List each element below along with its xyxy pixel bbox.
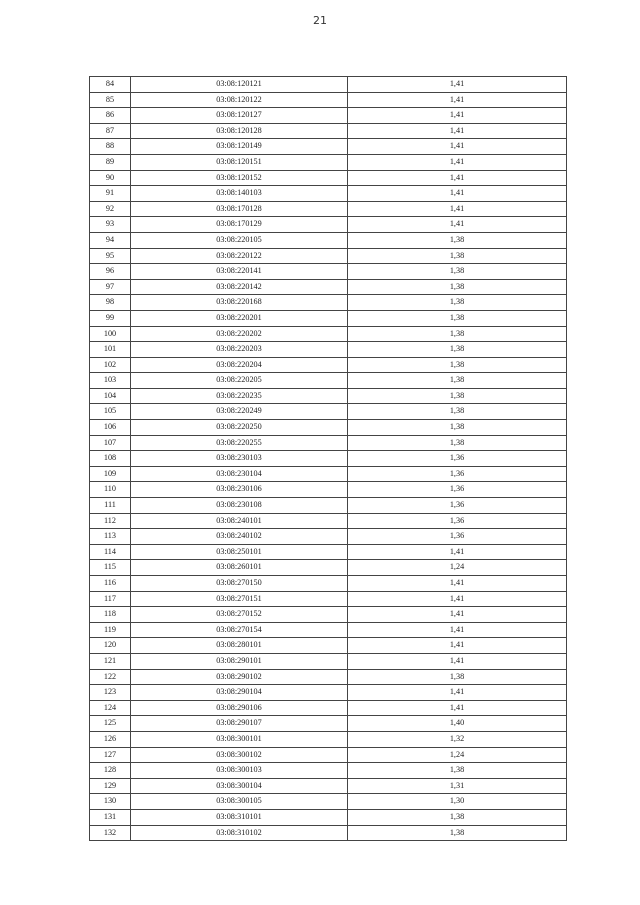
- table-row: [90, 248, 567, 264]
- row-number-cell: 96: [90, 264, 131, 280]
- table-row: [90, 513, 567, 529]
- value-cell: 1,38: [348, 435, 567, 451]
- value-cell: 1,41: [348, 217, 567, 233]
- row-number-cell: 86: [90, 108, 131, 124]
- row-number-cell: 128: [90, 763, 131, 779]
- code-cell: 03:08:280101: [131, 638, 348, 654]
- row-number-cell: 97: [90, 279, 131, 295]
- table-row: [90, 544, 567, 560]
- value-cell: 1,36: [348, 529, 567, 545]
- value-cell: 1,30: [348, 794, 567, 810]
- row-number-cell: 102: [90, 357, 131, 373]
- code-cell: 03:08:220122: [131, 248, 348, 264]
- code-cell: 03:08:270152: [131, 607, 348, 623]
- code-cell: 03:08:220250: [131, 420, 348, 436]
- code-cell: 03:08:270151: [131, 591, 348, 607]
- value-cell: 1,41: [348, 576, 567, 592]
- row-number-cell: 122: [90, 669, 131, 685]
- page-number: 21: [313, 14, 327, 27]
- row-number-cell: 119: [90, 622, 131, 638]
- table-row: [90, 108, 567, 124]
- code-cell: 03:08:310101: [131, 809, 348, 825]
- row-number-cell: 105: [90, 404, 131, 420]
- code-cell: 03:08:220203: [131, 342, 348, 358]
- table-row: [90, 404, 567, 420]
- code-cell: 03:08:300104: [131, 778, 348, 794]
- table-row: [90, 92, 567, 108]
- value-cell: 1,41: [348, 77, 567, 93]
- row-number-cell: 125: [90, 716, 131, 732]
- value-cell: 1,41: [348, 544, 567, 560]
- row-number-cell: 99: [90, 310, 131, 326]
- table-row: [90, 529, 567, 545]
- code-cell: 03:08:220255: [131, 435, 348, 451]
- table-row: [90, 591, 567, 607]
- row-number-cell: 127: [90, 747, 131, 763]
- table-row: [90, 451, 567, 467]
- code-cell: 03:08:170129: [131, 217, 348, 233]
- row-number-cell: 111: [90, 498, 131, 514]
- code-cell: 03:08:230106: [131, 482, 348, 498]
- table-row: [90, 232, 567, 248]
- code-cell: 03:08:220141: [131, 264, 348, 280]
- table-row: [90, 170, 567, 186]
- table-row: [90, 342, 567, 358]
- value-cell: 1,38: [348, 342, 567, 358]
- code-cell: 03:08:270154: [131, 622, 348, 638]
- code-cell: 03:08:170128: [131, 201, 348, 217]
- table-row: [90, 747, 567, 763]
- row-number-cell: 98: [90, 295, 131, 311]
- code-cell: 03:08:260101: [131, 560, 348, 576]
- value-cell: 1,41: [348, 108, 567, 124]
- table-row: [90, 794, 567, 810]
- table-row: [90, 279, 567, 295]
- code-cell: 03:08:300102: [131, 747, 348, 763]
- value-cell: 1,38: [348, 825, 567, 841]
- code-cell: 03:08:250101: [131, 544, 348, 560]
- value-cell: 1,41: [348, 186, 567, 202]
- row-number-cell: 88: [90, 139, 131, 155]
- table-row: [90, 716, 567, 732]
- table-row: [90, 435, 567, 451]
- value-cell: 1,41: [348, 92, 567, 108]
- table-row: [90, 326, 567, 342]
- value-cell: 1,41: [348, 154, 567, 170]
- value-cell: 1,31: [348, 778, 567, 794]
- row-number-cell: 104: [90, 388, 131, 404]
- row-number-cell: 115: [90, 560, 131, 576]
- value-cell: 1,41: [348, 201, 567, 217]
- code-cell: 03:08:240101: [131, 513, 348, 529]
- value-cell: 1,41: [348, 170, 567, 186]
- value-cell: 1,38: [348, 279, 567, 295]
- value-cell: 1,41: [348, 622, 567, 638]
- row-number-cell: 87: [90, 123, 131, 139]
- row-number-cell: 100: [90, 326, 131, 342]
- value-cell: 1,24: [348, 560, 567, 576]
- table-row: [90, 778, 567, 794]
- code-cell: 03:08:120127: [131, 108, 348, 124]
- table-row: [90, 357, 567, 373]
- code-cell: 03:08:290104: [131, 685, 348, 701]
- value-cell: 1,38: [348, 809, 567, 825]
- code-cell: 03:08:290101: [131, 653, 348, 669]
- table-row: [90, 373, 567, 389]
- code-cell: 03:08:290107: [131, 716, 348, 732]
- row-number-cell: 123: [90, 685, 131, 701]
- row-number-cell: 113: [90, 529, 131, 545]
- value-cell: 1,41: [348, 591, 567, 607]
- table-row: [90, 560, 567, 576]
- row-number-cell: 85: [90, 92, 131, 108]
- data-table: [89, 76, 567, 841]
- code-cell: 03:08:120151: [131, 154, 348, 170]
- code-cell: 03:08:270150: [131, 576, 348, 592]
- row-number-cell: 106: [90, 420, 131, 436]
- value-cell: 1,38: [348, 763, 567, 779]
- table-row: [90, 685, 567, 701]
- code-cell: 03:08:300101: [131, 731, 348, 747]
- code-cell: 03:08:310102: [131, 825, 348, 841]
- value-cell: 1,41: [348, 638, 567, 654]
- row-number-cell: 131: [90, 809, 131, 825]
- row-number-cell: 126: [90, 731, 131, 747]
- table-row: [90, 498, 567, 514]
- code-cell: 03:08:220249: [131, 404, 348, 420]
- code-cell: 03:08:240102: [131, 529, 348, 545]
- table-row: [90, 295, 567, 311]
- table-row: [90, 825, 567, 841]
- code-cell: 03:08:220205: [131, 373, 348, 389]
- table-row: [90, 731, 567, 747]
- row-number-cell: 109: [90, 466, 131, 482]
- row-number-cell: 101: [90, 342, 131, 358]
- table-row: [90, 763, 567, 779]
- table-row: [90, 264, 567, 280]
- table-row: [90, 607, 567, 623]
- row-number-cell: 95: [90, 248, 131, 264]
- table-row: [90, 186, 567, 202]
- code-cell: 03:08:120149: [131, 139, 348, 155]
- row-number-cell: 94: [90, 232, 131, 248]
- value-cell: 1,38: [348, 264, 567, 280]
- value-cell: 1,36: [348, 482, 567, 498]
- code-cell: 03:08:300105: [131, 794, 348, 810]
- value-cell: 1,38: [348, 373, 567, 389]
- table-row: [90, 139, 567, 155]
- table-row: [90, 77, 567, 93]
- table-row: [90, 809, 567, 825]
- row-number-cell: 121: [90, 653, 131, 669]
- row-number-cell: 118: [90, 607, 131, 623]
- table-row: [90, 123, 567, 139]
- value-cell: 1,38: [348, 295, 567, 311]
- row-number-cell: 107: [90, 435, 131, 451]
- code-cell: 03:08:220201: [131, 310, 348, 326]
- code-cell: 03:08:300103: [131, 763, 348, 779]
- row-number-cell: 89: [90, 154, 131, 170]
- code-cell: 03:08:120128: [131, 123, 348, 139]
- value-cell: 1,38: [348, 248, 567, 264]
- row-number-cell: 120: [90, 638, 131, 654]
- table-row: [90, 420, 567, 436]
- row-number-cell: 91: [90, 186, 131, 202]
- value-cell: 1,41: [348, 139, 567, 155]
- value-cell: 1,40: [348, 716, 567, 732]
- code-cell: 03:08:230104: [131, 466, 348, 482]
- row-number-cell: 112: [90, 513, 131, 529]
- code-cell: 03:08:140103: [131, 186, 348, 202]
- code-cell: 03:08:290106: [131, 700, 348, 716]
- table-row: [90, 622, 567, 638]
- row-number-cell: 110: [90, 482, 131, 498]
- row-number-cell: 129: [90, 778, 131, 794]
- code-cell: 03:08:220202: [131, 326, 348, 342]
- code-cell: 03:08:220105: [131, 232, 348, 248]
- code-cell: 03:08:230108: [131, 498, 348, 514]
- row-number-cell: 132: [90, 825, 131, 841]
- table-row: [90, 482, 567, 498]
- table-row: [90, 201, 567, 217]
- value-cell: 1,36: [348, 498, 567, 514]
- value-cell: 1,24: [348, 747, 567, 763]
- row-number-cell: 93: [90, 217, 131, 233]
- value-cell: 1,41: [348, 123, 567, 139]
- row-number-cell: 124: [90, 700, 131, 716]
- value-cell: 1,36: [348, 451, 567, 467]
- row-number-cell: 116: [90, 576, 131, 592]
- code-cell: 03:08:120122: [131, 92, 348, 108]
- table-row: [90, 310, 567, 326]
- code-cell: 03:08:220235: [131, 388, 348, 404]
- code-cell: 03:08:220168: [131, 295, 348, 311]
- row-number-cell: 84: [90, 77, 131, 93]
- code-cell: 03:08:220142: [131, 279, 348, 295]
- code-cell: 03:08:220204: [131, 357, 348, 373]
- table-row: [90, 154, 567, 170]
- row-number-cell: 108: [90, 451, 131, 467]
- value-cell: 1,36: [348, 513, 567, 529]
- row-number-cell: 117: [90, 591, 131, 607]
- value-cell: 1,41: [348, 653, 567, 669]
- table-row: [90, 388, 567, 404]
- row-number-cell: 92: [90, 201, 131, 217]
- row-number-cell: 130: [90, 794, 131, 810]
- table-row: [90, 217, 567, 233]
- value-cell: 1,41: [348, 700, 567, 716]
- row-number-cell: 103: [90, 373, 131, 389]
- row-number-cell: 90: [90, 170, 131, 186]
- value-cell: 1,36: [348, 466, 567, 482]
- value-cell: 1,38: [348, 420, 567, 436]
- code-cell: 03:08:230103: [131, 451, 348, 467]
- value-cell: 1,38: [348, 404, 567, 420]
- value-cell: 1,38: [348, 326, 567, 342]
- value-cell: 1,38: [348, 232, 567, 248]
- table-row: [90, 466, 567, 482]
- value-cell: 1,38: [348, 669, 567, 685]
- table-row: [90, 638, 567, 654]
- table-row: [90, 669, 567, 685]
- row-number-cell: 114: [90, 544, 131, 560]
- value-cell: 1,38: [348, 310, 567, 326]
- value-cell: 1,38: [348, 357, 567, 373]
- value-cell: 1,32: [348, 731, 567, 747]
- code-cell: 03:08:120152: [131, 170, 348, 186]
- value-cell: 1,41: [348, 685, 567, 701]
- table-row: [90, 576, 567, 592]
- code-cell: 03:08:290102: [131, 669, 348, 685]
- value-cell: 1,38: [348, 388, 567, 404]
- table-row: [90, 653, 567, 669]
- code-cell: 03:08:120121: [131, 77, 348, 93]
- table-body: [90, 77, 567, 841]
- value-cell: 1,41: [348, 607, 567, 623]
- table-row: [90, 700, 567, 716]
